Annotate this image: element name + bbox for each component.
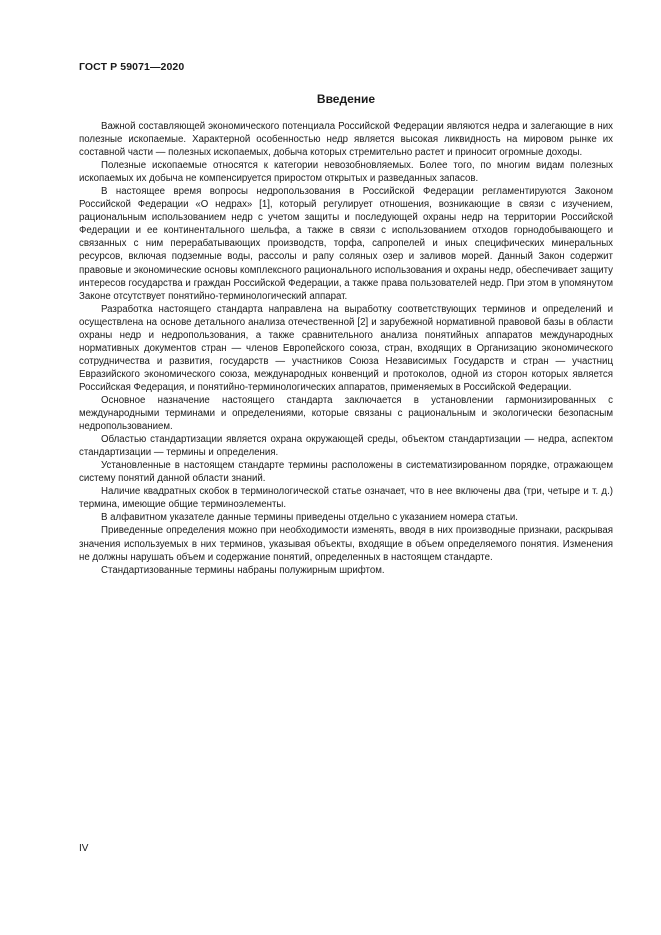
paragraph: Областью стандартизации является охрана окружающей среды, объектом стандартизации — недра, аспектом стандартизации — термины и определения.	[79, 434, 613, 459]
section-title: Введение	[316, 92, 376, 106]
paragraph: В настоящее время вопросы недропользования в Российской Федерации регламентируются Законом Российской Федерации «О недрах» [1], который регулирует отношения, возникающие в связи с изучением, рациональным использованием недр с учетом защиты и последующей охраны недр на территории Российской Федерации и ее континентального шельфа, а также в связи с использованием отходов горнодобывающего и связанных с ним перерабатывающих производств, торфа, сапропелей и иных специфических минеральных ресурсов, включая подземные воды, рассолы и рапу соляных озер и заливов морей. Данный Закон содержит правовые и экономические основы комплексного рационального использования и охраны недр, обеспечивает защиту интересов государства и граждан Российской Федерации, а также права пользователей недр. При этом в упомянутом Законе отсутствует понятийно-терминологический аппарат.	[79, 186, 613, 302]
paragraph: Полезные ископаемые относятся к категории невозобновляемых. Более того, по многим видам полезных ископаемых их добыча не компенсируется приростом открытых и разведанных запасов.	[79, 160, 613, 185]
paragraph: Наличие квадратных скобок в терминологической статье означает, что в нее включены два (три, четыре и т. д.) термина, имеющие общие терминоэлементы.	[79, 486, 613, 511]
paragraph: Стандартизованные термины набраны полужирным шрифтом.	[101, 564, 385, 576]
page-number: IV	[79, 843, 89, 854]
paragraph: Установленные в настоящем стандарте термины расположены в систематизированном порядке, отражающем систему понятий данной области знаний.	[79, 460, 613, 485]
introduction-body	[79, 120, 613, 577]
document-code: ГОСТ Р 59071—2020	[79, 61, 185, 73]
paragraph: Разработка настоящего стандарта направлена на выработку соответствующих терминов и определений и осуществлена на основе детального анализа отечественной [2] и зарубежной нормативной правовой базы в области охраны недр и недропользования, а также сравнительного анализа понятийных аппаратов международных нормативных документов стран — членов Европейского союза, стран, входящих в Организацию экономического сотрудничества и развития, государств — участников Союза Независимых Государств и стран — участниц Евразийского экономического союза, международных конвенций и протоколов, одной из сторон которых является Российская Федерация, и понятийно-терминологических аппаратов, применяемых в Российской Федерации.	[79, 303, 613, 393]
paragraph: В алфавитном указателе данные термины приведены отдельно с указанием номера статьи.	[101, 512, 518, 524]
paragraph: Важной составляющей экономического потенциала Российской Федерации являются недра и залегающие в них полезные ископаемые. Характерной особенностью недр является высокая ликвидность на мировом рынке их составной части — полезных ископаемых, добыча которых стремительно растет и приносит огромные доходы.	[79, 121, 613, 159]
paragraph: Приведенные определения можно при необходимости изменять, вводя в них производные признаки, раскрывая значения используемых в них терминов, указывая объекты, входящие в объем определяемого понятия. Изменения не должны нарушать объем и содержание понятий, определенных в настоящем стандарте.	[79, 525, 613, 563]
paragraph: Основное назначение настоящего стандарта заключается в установлении гармонизированных с международными терминами и определениями, которые связаны с рациональным и экологически безопасным недропользованием.	[79, 394, 613, 433]
